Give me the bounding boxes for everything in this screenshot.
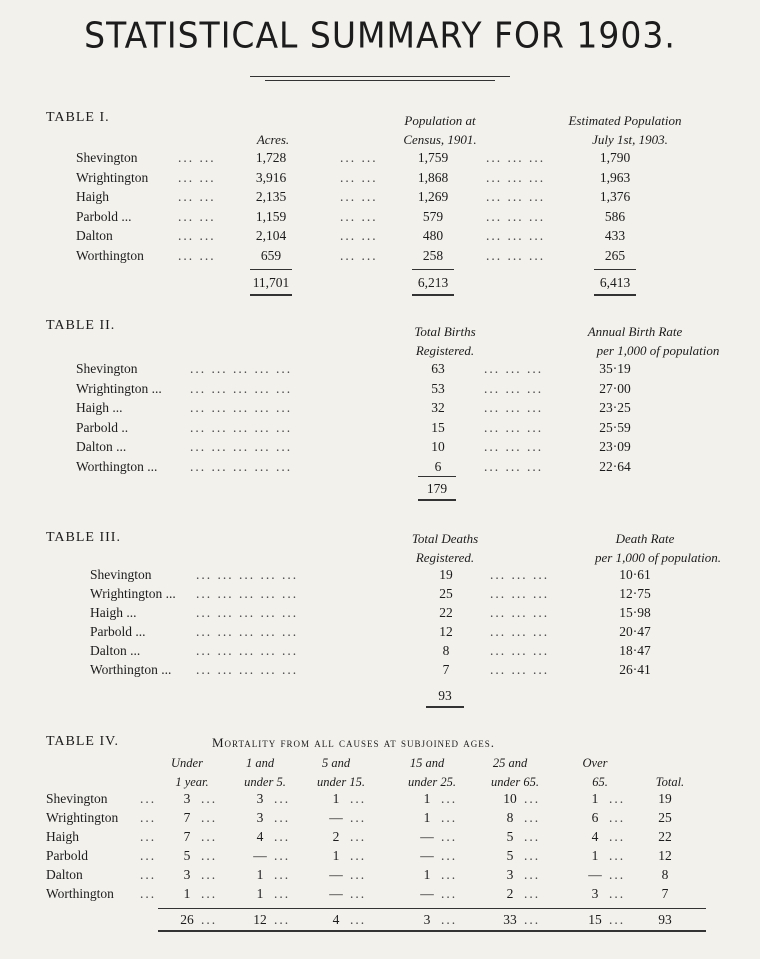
table-4-header: Under [171,756,203,770]
table-4-header: 1 and [245,756,275,770]
table-1-header-estimate-1: Estimated Population [568,113,682,128]
leader-dots: ... ... ... [486,208,546,224]
leader-dots: ... ... ... [486,189,546,204]
table-3-total-deaths: 93 [438,688,452,703]
leader-dots: ... ... ... [486,228,546,243]
table-4-sum-line [158,908,706,909]
row-name: Haigh [76,189,109,204]
row-value: 3 [591,886,599,901]
row-name: Dalton [76,228,113,243]
leader-dots: ... [350,912,367,927]
row-name: Shevington [76,361,138,376]
table-3-header-rate-1: Death Rate [615,531,675,546]
leader-dots: ... [441,867,458,882]
leader-dots: ... [201,848,218,863]
leader-dots: ... ... [178,228,216,243]
leader-dots: ... [140,829,157,844]
leader-dots: ... [441,886,458,901]
row-census: 258 [422,247,444,263]
table-4-header: 1 year. [175,775,209,789]
table-1-header-estimate-2: July 1st, 1903. [592,132,668,147]
leader-dots: ... ... ... ... ... [196,643,299,658]
table-2-label: TABLE II. [46,318,116,333]
table-4-label: TABLE IV. [46,734,119,749]
leader-dots: ... [274,829,291,844]
row-value: 1 [256,867,264,882]
leader-dots: ... [441,791,458,806]
leader-dots: ... ... ... [484,400,544,415]
table-1-total-double-line [250,294,292,296]
row-census: 579 [422,208,444,224]
table-4-total: 33 [503,912,517,927]
table-3-label: TABLE III. [46,530,121,545]
table-4-header: 65. [592,775,608,789]
leader-dots: ... [524,848,541,863]
leader-dots: ... ... [178,150,216,165]
row-value: 2 [332,829,340,844]
row-acres: 1,159 [255,208,287,224]
row-value: — [420,829,434,844]
row-acres: 1,728 [255,150,287,165]
table-1-label: TABLE I. [46,110,110,125]
title-rule [250,76,510,77]
table-row [0,662,760,684]
table-1-sum-line [594,269,636,270]
row-birth-rate: 22·64 [599,458,631,474]
row-value: 7 [661,886,669,901]
row-birth-rate: 23·09 [599,439,631,454]
row-acres: 3,916 [255,169,287,185]
row-births: 10 [431,439,445,454]
row-death-rate: 10·61 [619,567,651,582]
leader-dots: ... ... [340,247,378,263]
leader-dots: ... [609,912,626,927]
leader-dots: ... ... ... [484,419,544,435]
leader-dots: ... [201,791,218,806]
leader-dots: ... [524,810,541,825]
leader-dots: ... ... ... [486,150,546,165]
leader-dots: ... [441,810,458,825]
row-value: 6 [591,810,599,825]
leader-dots: ... [524,791,541,806]
leader-dots: ... [524,886,541,901]
leader-dots: ... [350,810,367,825]
leader-dots: ... [140,886,157,901]
table-2-sum-line [418,476,456,477]
row-value: 2 [506,886,514,901]
table-4-total: 4 [332,912,340,927]
leader-dots: ... ... [340,228,378,243]
row-name: Dalton ... [90,643,141,658]
row-value: 1 [332,848,340,863]
row-value: — [329,867,343,882]
table-1-header-acres: Acres. [256,132,290,147]
row-estimate: 1,963 [599,169,631,185]
leader-dots: ... ... ... [484,361,544,376]
row-value: — [253,848,267,863]
row-value: 3 [183,791,191,806]
table-4-header: 15 and [409,756,445,770]
leader-dots: ... [140,810,157,825]
row-name: Parbold ... [76,208,132,224]
row-value: — [329,886,343,901]
table-4-total: 93 [658,912,672,927]
row-value: 25 [658,810,672,825]
leader-dots: ... [201,886,218,901]
table-4-header: 25 and [492,756,528,770]
leader-dots: ... ... ... ... ... [190,419,293,435]
leader-dots: ... ... ... [490,624,550,639]
leader-dots: ... [524,829,541,844]
leader-dots: ... ... ... [486,247,546,263]
row-value: 1 [591,791,599,806]
table-4-header: under 25. [408,775,456,789]
leader-dots: ... [140,791,157,806]
row-acres: 2,135 [255,189,287,204]
leader-dots: ... [274,848,291,863]
row-name: Dalton ... [76,439,127,454]
row-value: — [588,867,602,882]
row-death-rate: 20·47 [619,624,651,639]
leader-dots: ... [274,867,291,882]
table-4-header: under 65. [491,775,539,789]
leader-dots: ... ... [178,189,216,204]
row-value: 1 [423,867,431,882]
leader-dots: ... [274,791,291,806]
table-4-total: 15 [588,912,602,927]
row-death-rate: 26·41 [619,662,651,677]
leader-dots: ... ... ... ... ... [190,361,293,376]
table-3-total-double-line [426,706,464,708]
leader-dots: ... ... ... ... ... [190,458,293,474]
page-title: STATISTICAL SUMMARY FOR 1903. [84,14,676,57]
row-name: Shevington [90,567,152,582]
table-2-header-rate-1: Annual Birth Rate [587,324,683,339]
row-census: 480 [422,228,444,243]
row-deaths: 19 [439,567,453,582]
row-death-rate: 15·98 [619,605,651,620]
leader-dots: ... ... ... [490,586,550,601]
table-1-header-census-2: Census, 1901. [403,132,477,147]
row-value: 8 [506,810,514,825]
row-value: 5 [183,848,191,863]
row-value: 4 [591,829,599,844]
row-births: 63 [431,361,445,376]
leader-dots: ... ... ... [484,439,544,454]
leader-dots: ... ... [178,208,216,224]
row-births: 6 [434,458,442,474]
row-name: Wrightington [46,810,119,825]
row-death-rate: 18·47 [619,643,651,658]
row-value: 1 [256,886,264,901]
table-1-total-double-line [594,294,636,296]
table-1-total-estimate: 6,413 [599,275,631,290]
row-value: 7 [183,829,191,844]
leader-dots: ... [609,886,626,901]
leader-dots: ... [609,829,626,844]
leader-dots: ... [140,848,157,863]
table-4-caption: Mortality from all causes at subjoined ages. [212,735,496,750]
row-value: 5 [506,829,514,844]
row-death-rate: 12·75 [619,586,651,601]
leader-dots: ... [350,848,367,863]
table-4-total: 3 [423,912,431,927]
row-birth-rate: 23·25 [599,400,631,415]
leader-dots: ... ... [340,150,378,165]
row-name: Wrightington ... [76,380,162,396]
leader-dots: ... [609,810,626,825]
table-2-total-births: 179 [426,481,448,496]
row-birth-rate: 27·00 [599,380,631,396]
leader-dots: ... [524,912,541,927]
row-deaths: 12 [439,624,453,639]
leader-dots: ... [201,867,218,882]
row-deaths: 25 [439,586,453,601]
table-4-header: 5 and [321,756,351,770]
row-value: 3 [256,791,264,806]
row-value: 7 [183,810,191,825]
table-1-total-acres: 11,701 [252,275,290,290]
leader-dots: ... [524,867,541,882]
row-value: 22 [658,829,672,844]
table-4-total-double-line [158,930,706,932]
row-value: 19 [658,791,672,806]
row-name: Haigh ... [90,605,137,620]
row-value: 1 [332,791,340,806]
leader-dots: ... ... [178,247,216,263]
table-2-header-rate-2: per 1,000 of population [596,343,720,358]
table-3-header-deaths-2: Registered. [415,550,475,565]
row-acres: 2,104 [255,228,287,243]
row-estimate: 1,376 [599,189,631,204]
leader-dots: ... ... [178,169,216,185]
leader-dots: ... [609,848,626,863]
leader-dots: ... ... ... [486,169,546,185]
leader-dots: ... ... ... [490,643,550,658]
row-value: 5 [506,848,514,863]
row-value: 3 [183,867,191,882]
table-row [0,248,760,270]
row-value: 4 [256,829,264,844]
row-estimate: 265 [604,247,626,263]
row-acres: 659 [260,247,282,263]
leader-dots: ... [201,810,218,825]
row-births: 32 [431,400,445,415]
row-name: Dalton [46,867,83,882]
row-name: Shevington [46,791,108,806]
row-value: 1 [423,791,431,806]
leader-dots: ... ... ... ... ... [190,380,293,396]
leader-dots: ... ... [340,169,378,185]
row-value: 8 [661,867,669,882]
row-deaths: 22 [439,605,453,620]
row-estimate: 586 [604,208,626,224]
leader-dots: ... ... ... [490,662,550,677]
leader-dots: ... ... ... ... ... [196,605,299,620]
table-1-sum-line [250,269,292,270]
row-birth-rate: 35·19 [599,361,631,376]
row-name: Worthington ... [76,458,158,474]
row-name: Haigh [46,829,79,844]
leader-dots: ... ... ... ... ... [196,567,299,582]
row-births: 53 [431,380,445,396]
leader-dots: ... [201,912,218,927]
row-name: Parbold ... [90,624,146,639]
leader-dots: ... [274,886,291,901]
row-name: Haigh ... [76,400,123,415]
leader-dots: ... [609,867,626,882]
row-value: 1 [591,848,599,863]
row-births: 15 [431,419,445,435]
table-4-header: Total. [655,775,685,789]
table-2-header-births-1: Total Births [414,324,476,339]
leader-dots: ... ... ... ... ... [196,586,299,601]
leader-dots: ... ... [340,208,378,224]
table-4-header: Over [582,756,608,770]
row-deaths: 8 [442,643,450,658]
row-name: Worthington [76,247,144,263]
table-4-total: 12 [253,912,267,927]
leader-dots: ... ... ... [490,567,550,582]
row-value: 10 [503,791,517,806]
row-value: 12 [658,848,672,863]
leader-dots: ... [350,867,367,882]
table-1-total-double-line [412,294,454,296]
row-estimate: 433 [604,228,626,243]
table-3-header-rate-2: per 1,000 of population. [594,550,722,565]
leader-dots: ... [441,829,458,844]
row-value: 3 [506,867,514,882]
table-1-total-census: 6,213 [417,275,449,290]
row-name: Wrightington [76,169,149,185]
row-value: 3 [256,810,264,825]
row-name: Shevington [76,150,138,165]
leader-dots: ... [350,829,367,844]
table-row [0,886,760,908]
row-census: 1,759 [417,150,449,165]
table-1-header-census-1: Population at [404,113,476,128]
leader-dots: ... ... ... [484,380,544,396]
table-2-header-births-2: Registered. [415,343,475,358]
row-name: Worthington ... [90,662,172,677]
row-estimate: 1,790 [599,150,631,165]
leader-dots: ... [201,829,218,844]
row-name: Worthington [46,886,114,901]
table-row [0,459,760,481]
leader-dots: ... [140,867,157,882]
table-4-total: 26 [180,912,194,927]
leader-dots: ... ... ... [490,605,550,620]
leader-dots: ... [441,912,458,927]
row-value: 1 [423,810,431,825]
row-name: Parbold .. [76,419,129,435]
leader-dots: ... ... ... ... ... [196,662,299,677]
leader-dots: ... [274,912,291,927]
row-census: 1,868 [417,169,449,185]
leader-dots: ... [609,791,626,806]
row-value: — [420,848,434,863]
row-name: Wrightington ... [90,586,176,601]
row-name: Parbold [46,848,88,863]
leader-dots: ... ... ... ... ... [190,400,293,415]
row-value: — [420,886,434,901]
leader-dots: ... [350,791,367,806]
table-3-header-deaths-1: Total Deaths [411,531,479,546]
row-deaths: 7 [442,662,450,677]
table-4-header: under 5. [244,775,286,789]
row-value: — [329,810,343,825]
leader-dots: ... [350,886,367,901]
leader-dots: ... ... ... [484,458,544,474]
row-census: 1,269 [417,189,449,204]
leader-dots: ... ... [340,189,378,204]
table-2-total-double-line [418,499,456,501]
table-1-sum-line [412,269,454,270]
leader-dots: ... ... ... ... ... [190,439,293,454]
leader-dots: ... ... ... ... ... [196,624,299,639]
table-4-header: under 15. [317,775,365,789]
row-birth-rate: 25·59 [599,419,631,435]
leader-dots: ... [274,810,291,825]
leader-dots: ... [441,848,458,863]
title-rule-lower [265,80,495,81]
row-value: 1 [183,886,191,901]
